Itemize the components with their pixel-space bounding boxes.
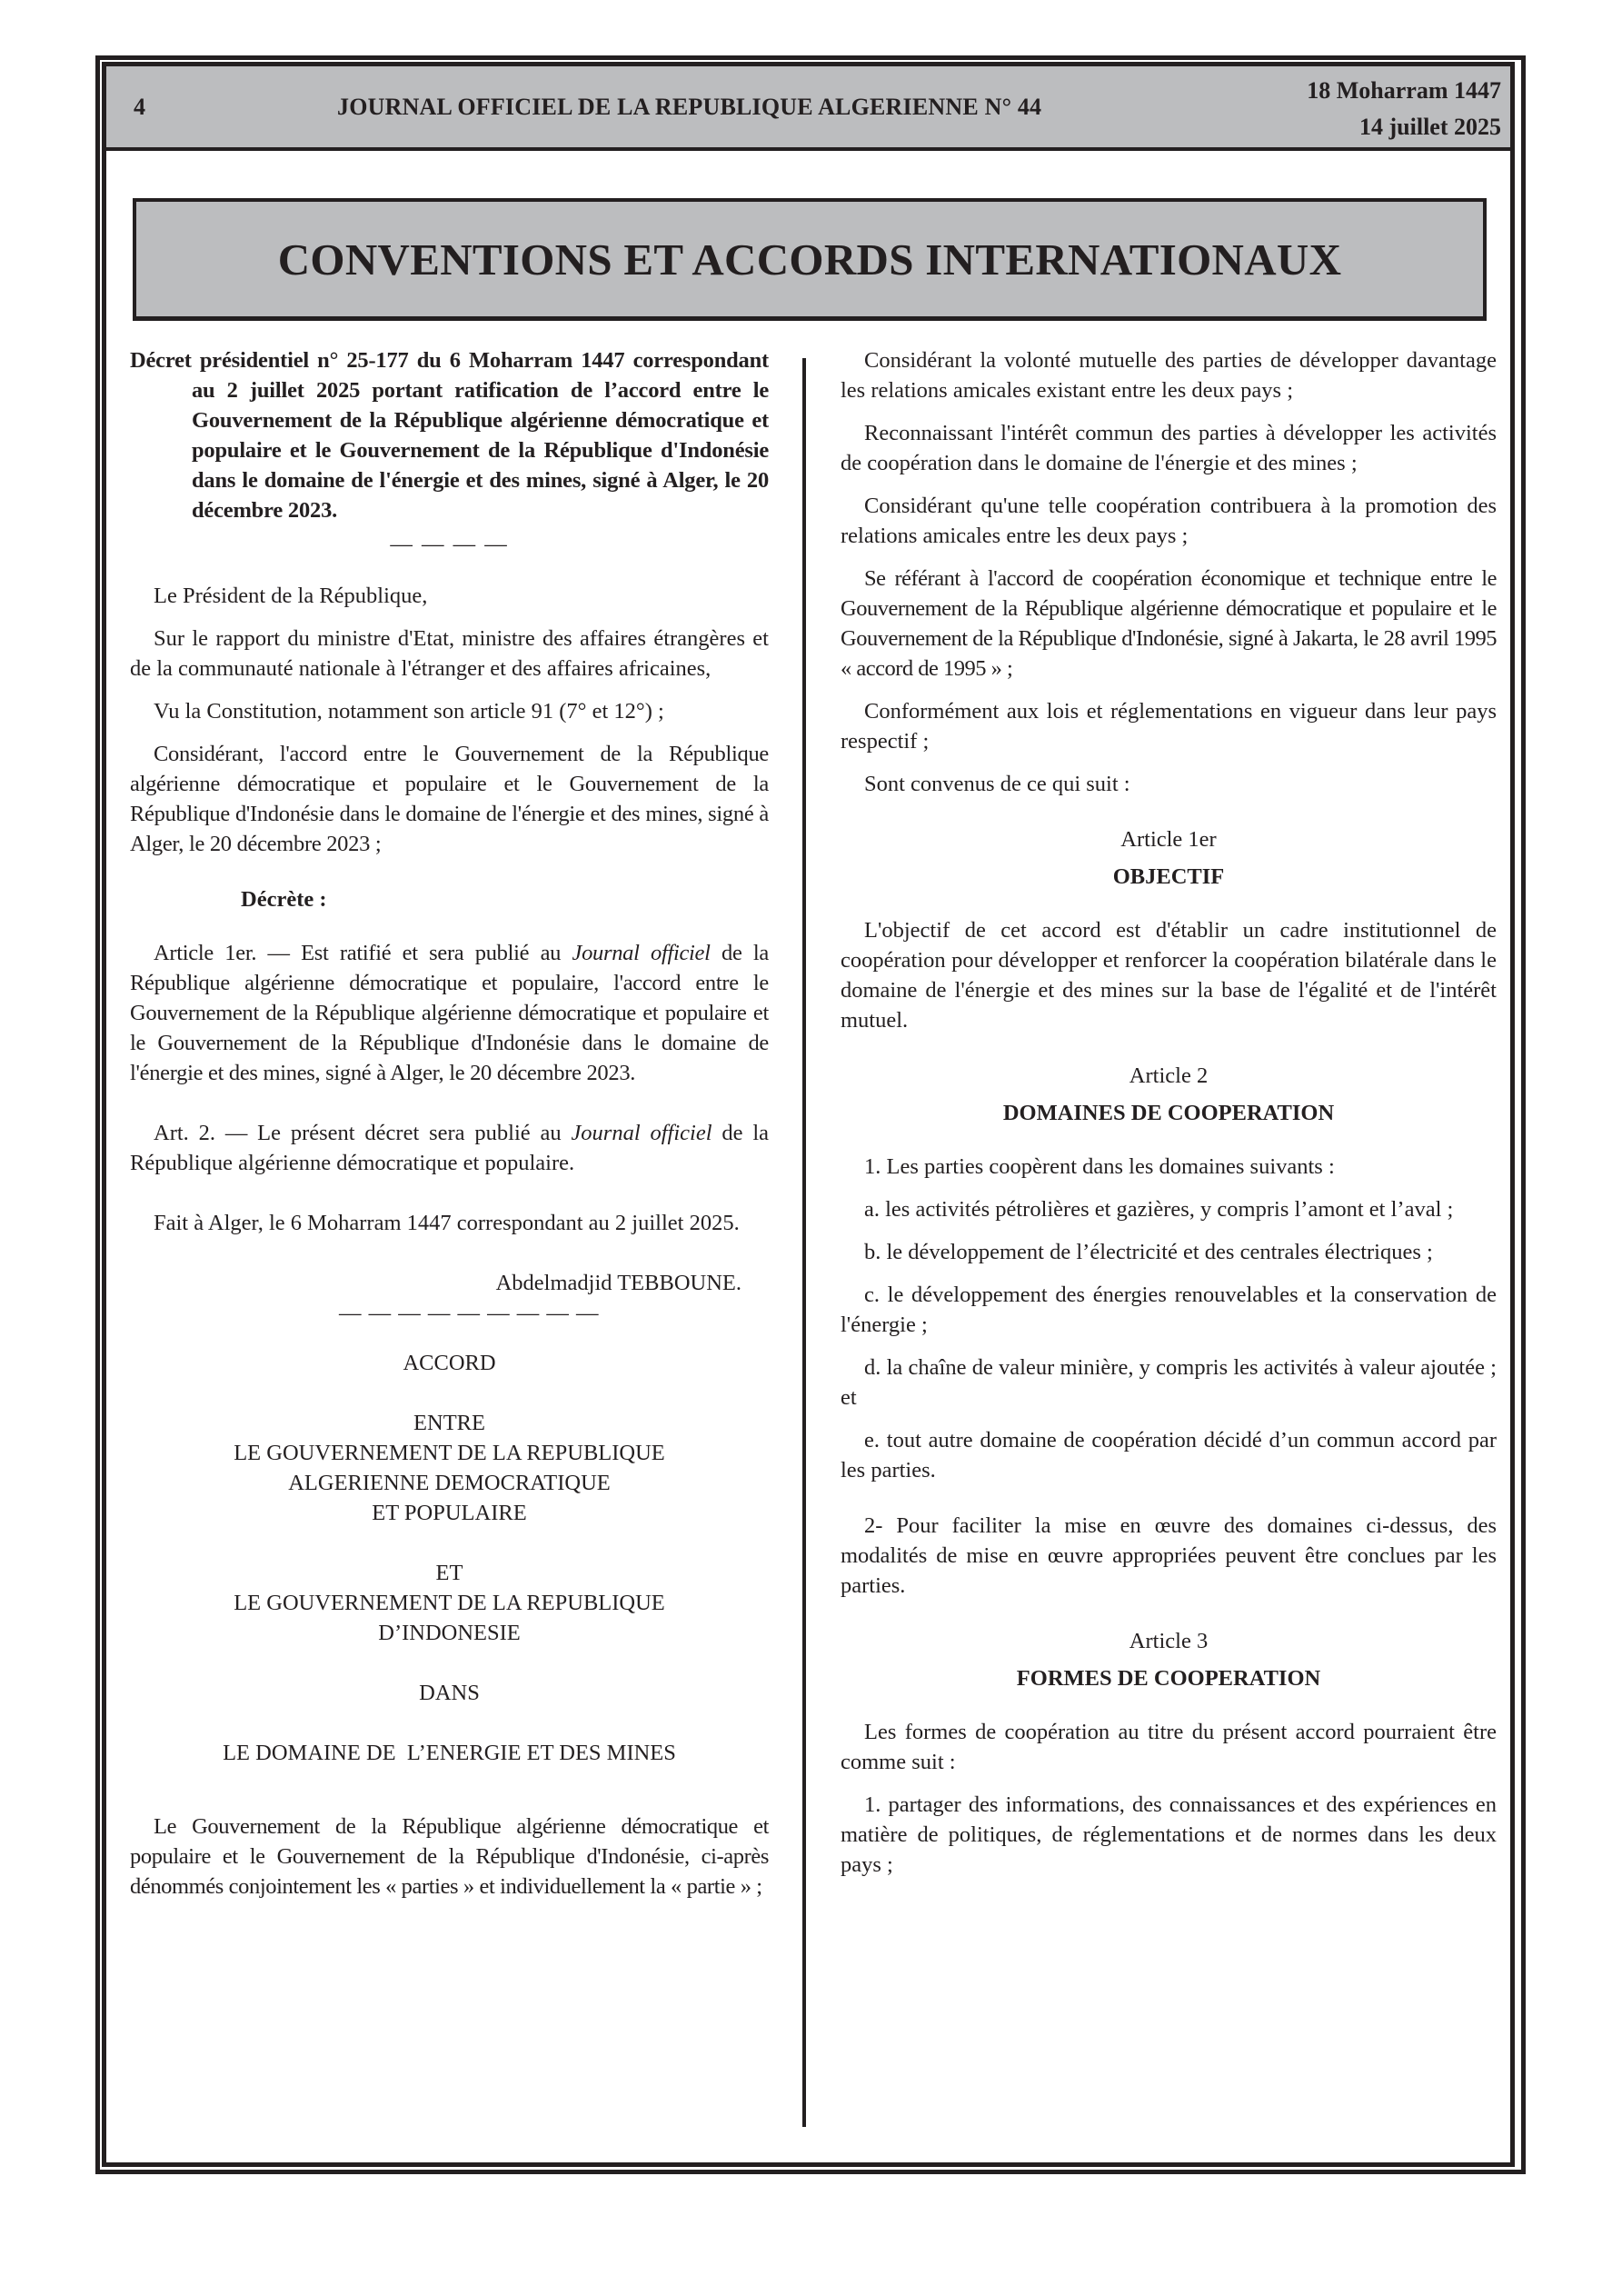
- signature-separator: — — — — — — — — —: [339, 1301, 600, 1325]
- signature: Abdelmadjid TEBBOUNE.: [495, 1271, 741, 1295]
- accord-et: ET: [435, 1561, 463, 1585]
- article-3-title: FORMES DE COOPERATION: [1016, 1666, 1321, 1691]
- accord-label: ACCORD: [403, 1351, 496, 1375]
- decree-article-1: Article 1er. — Est ratifié et sera publié au Journal officiel de la République algérienne démocratique et populaire, l'accord entre le Gouvernement de la République algérienne démocratique et populaire et le Gouvernement de la République d'Indonésie dans le domaine de l'énergie et des mines, signé à Alger, le 20 décembre 2023.: [130, 941, 770, 1085]
- president-line: Le Président de la République,: [154, 584, 428, 608]
- article-3-number: Article 3: [1129, 1629, 1209, 1653]
- fait-a-alger: Fait à Alger, le 6 Moharram 1447 correspondant au 2 juillet 2025.: [154, 1211, 740, 1235]
- party1-line2: ALGERIENNE DEMOCRATIQUE: [288, 1471, 611, 1495]
- party2-line2: D’INDONESIE: [378, 1621, 521, 1645]
- accord-dans: DANS: [419, 1681, 480, 1705]
- considerant-volonte: Considérant la volonté mutuelle des parties de développer davantage les relations amicales existant entre les deux pays ;: [841, 348, 1497, 403]
- article-3-intro: Les formes de coopération au titre du présent accord pourraient être comme suit :: [841, 1720, 1497, 1774]
- article-2-item-a: a. les activités pétrolières et gazières, y compris l’amont et l’aval ;: [864, 1197, 1454, 1222]
- journal-title: JOURNAL OFFICIEL DE LA REPUBLIQUE ALGERIENNE N° 44: [337, 94, 1042, 120]
- se-referant: Se référant à l'accord de coopération économique et technique entre le Gouvernement de la République algérienne démocratique et populaire et le Gouvernement de la République d'Indonésie, signé à Jakarta, le 28 avril 1995 « accord de 1995 » ;: [841, 566, 1497, 681]
- column-divider: [802, 358, 806, 2127]
- article-1-paragraph: L'objectif de cet accord est d'établir un cadre institutionnel de coopération pour développer et renforcer la coopération bilatérale dans le domaine de l'énergie et des mines sur la base de l'égalité et de l'intérêt mutuel.: [841, 918, 1497, 1033]
- section-title-box: [133, 198, 1487, 321]
- article-2-item-d: d. la chaîne de valeur minière, y compris les activités à valeur ajoutée ; et: [841, 1355, 1497, 1410]
- left-column: [130, 345, 769, 1902]
- decrete-label: Décrète :: [241, 887, 327, 912]
- considerant-cooperation: Considérant qu'une telle coopération contribuera à la promotion des relations amicales entre les deux pays ;: [841, 494, 1497, 548]
- party1-line1: LE GOUVERNEMENT DE LA REPUBLIQUE: [234, 1441, 665, 1465]
- article-3-item-1: 1. partager des informations, des connaissances et des expériences en matière de politiques, de réglementations et de normes dans les deux pays ;: [841, 1792, 1497, 1877]
- heading-separator: — — — —: [390, 532, 509, 556]
- considerant-paragraph: Considérant, l'accord entre le Gouvernement de la République algérienne démocratique et populaire et le Gouvernement de la République d'Indonésie dans le domaine de l'énergie et des mines, signé à Alger, le 20 décembre 2023 ;: [130, 742, 769, 856]
- accord-entre: ENTRE: [413, 1411, 485, 1435]
- right-column: [841, 345, 1497, 1880]
- reconnaissant: Reconnaissant l'intérêt commun des parties à développer les activités de coopération dans le domaine de l'énergie et des mines ;: [841, 421, 1497, 475]
- journal-header: [106, 66, 1510, 151]
- journal-officiel-ref: Journal officiel: [571, 1121, 712, 1145]
- article-2-title: DOMAINES DE COOPERATION: [1002, 1101, 1335, 1125]
- issue-date: [1307, 73, 1501, 145]
- article-1-title: OBJECTIF: [1112, 864, 1225, 889]
- article-2-intro: 1. Les parties coopèrent dans les domaines suivants :: [864, 1154, 1335, 1179]
- article-2-number: Article 2: [1129, 1063, 1209, 1088]
- article-2-item-b: b. le développement de l’électricité et des centrales électriques ;: [864, 1240, 1433, 1264]
- party2-line1: LE GOUVERNEMENT DE LA REPUBLIQUE: [234, 1591, 665, 1615]
- page-number: 4: [134, 94, 145, 120]
- article-2-item-c: c. le développement des énergies renouvelables et la conservation de l'énergie ;: [841, 1283, 1497, 1337]
- article-2-item-e: e. tout autre domaine de coopération décidé d’un commun accord par les parties.: [841, 1428, 1497, 1482]
- journal-officiel-ref: Journal officiel: [572, 941, 711, 965]
- conformement: Conformément aux lois et réglementations en vigueur dans leur pays respectif ;: [841, 699, 1497, 754]
- gregorian-date: 14 juillet 2025: [1359, 114, 1501, 140]
- party1-line3: ET POPULAIRE: [372, 1501, 527, 1525]
- hijri-date: 18 Moharram 1447: [1307, 77, 1501, 104]
- sont-convenus: Sont convenus de ce qui suit :: [864, 772, 1130, 796]
- decree-article-2: Art. 2. — Le présent décret sera publié au Journal officiel de la République algérienne démocratique et populaire.: [130, 1121, 770, 1175]
- article-1-number: Article 1er: [1120, 827, 1217, 852]
- accord-preamble: Le Gouvernement de la République algérienne démocratique et populaire et le Gouvernement de la République d'Indonésie, ci-après dénommés conjointement les « parties » et individuellement la « partie » ;: [130, 1814, 769, 1899]
- article-2-point-2: 2- Pour faciliter la mise en œuvre des domaines ci-dessus, des modalités de mise en œuvre appropriées peuvent être conclues par les parties.: [841, 1513, 1497, 1598]
- rapport-paragraph: Sur le rapport du ministre d'Etat, ministre des affaires étrangères et de la communauté nationale à l'étranger et des affaires africaines,: [130, 626, 769, 681]
- accord-domain: LE DOMAINE DE L’ENERGIE ET DES MINES: [223, 1741, 676, 1765]
- vu-constitution: Vu la Constitution, notamment son article 91 (7° et 12°) ;: [154, 699, 664, 724]
- section-title: CONVENTIONS ET ACCORDS INTERNATIONAUX: [277, 234, 1342, 285]
- decree-heading: Décret présidentiel n° 25-177 du 6 Moharram 1447 correspondant au 2 juillet 2025 portant ratification de l’accord entre le Gouvernement de la République algérienne démocratique et populaire et le Gouvernement de la République d'Indonésie dans le domaine de l'énergie et des mines, signé à Alger, le 20 décembre 2023.: [130, 348, 769, 523]
